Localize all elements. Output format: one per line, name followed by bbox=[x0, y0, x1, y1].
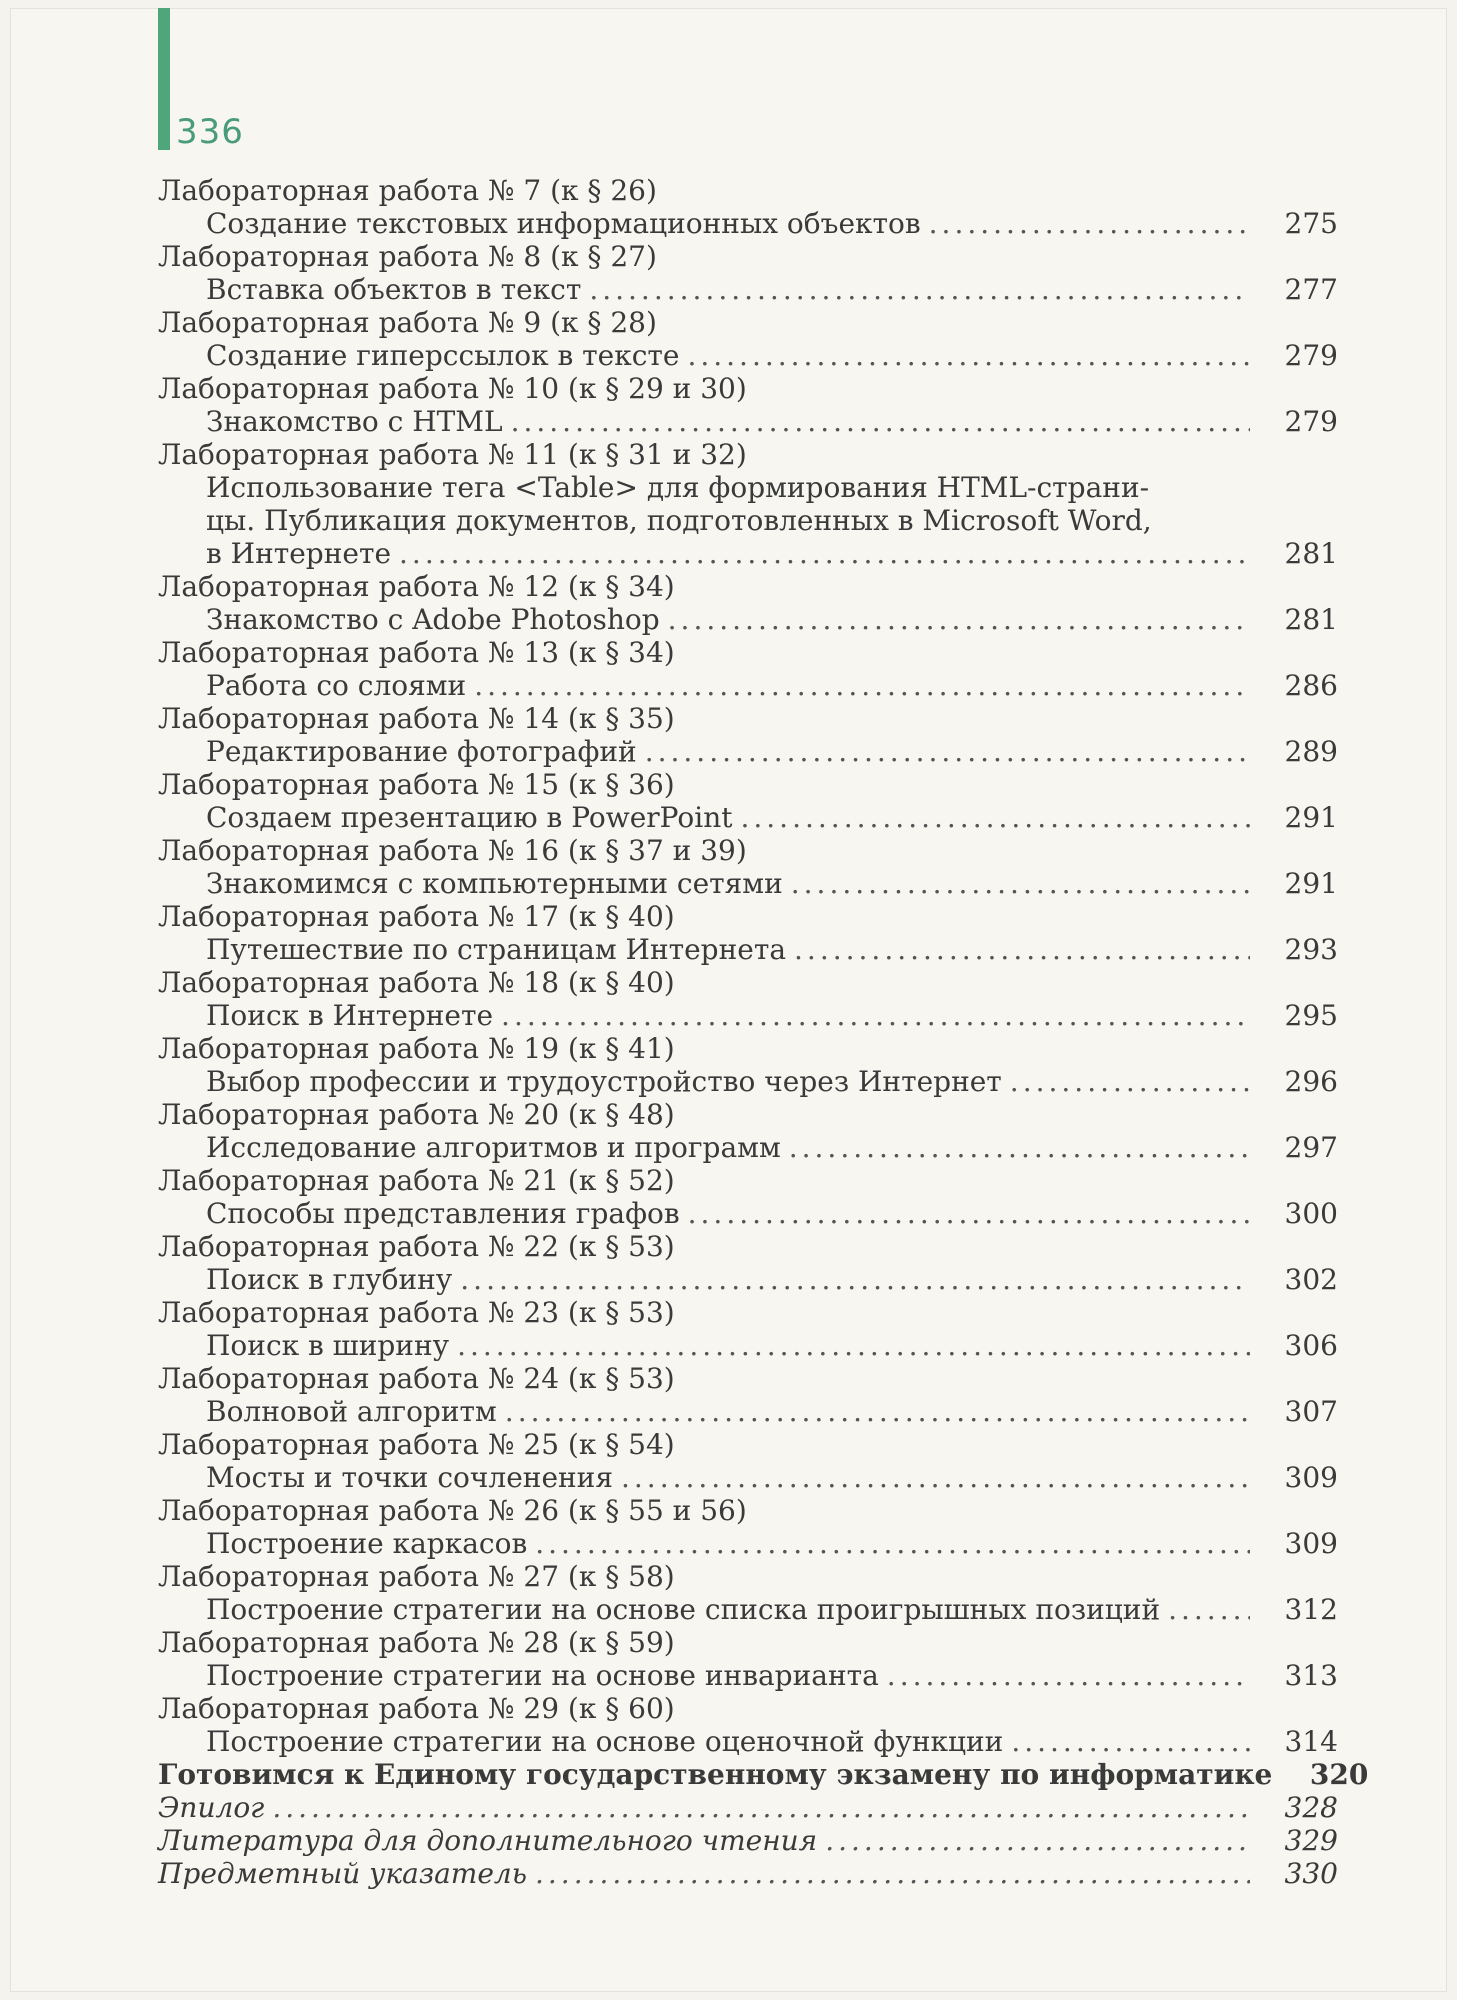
toc-entry[interactable]: Поиск в ширину ..... 306 bbox=[158, 1329, 1338, 1362]
page-ref: 313 bbox=[1284, 1659, 1338, 1692]
page-ref: 281 bbox=[1284, 537, 1338, 570]
dot-leader bbox=[789, 1131, 1250, 1164]
page-ref: 279 bbox=[1284, 339, 1338, 372]
dot-leader bbox=[668, 603, 1250, 636]
page-ref: 314 bbox=[1284, 1725, 1338, 1758]
page-ref: 279 bbox=[1284, 405, 1338, 438]
lab-heading: Лабораторная работа № 26 (к § 55 и 56) bbox=[158, 1494, 747, 1527]
lab-heading: Лабораторная работа № 10 (к § 29 и 30) bbox=[158, 372, 747, 405]
lab-heading: Лабораторная работа № 28 (к § 59) bbox=[158, 1626, 675, 1659]
dot-leader bbox=[929, 207, 1250, 240]
page-ref: 312 bbox=[1284, 1593, 1338, 1626]
dot-leader bbox=[687, 339, 1250, 372]
page-ref: 309 bbox=[1284, 1461, 1338, 1494]
toc-entry[interactable]: Знакомимся с компьютерными сетями ..... 291 bbox=[158, 867, 1338, 900]
page-ref: 330 bbox=[1284, 1857, 1338, 1890]
toc-entry[interactable]: Поиск в Интернете ..... 295 bbox=[158, 999, 1338, 1032]
page-ref: 281 bbox=[1284, 603, 1338, 636]
dot-leader bbox=[794, 933, 1250, 966]
toc-entry[interactable]: Способы представления графов ..... 300 bbox=[158, 1197, 1338, 1230]
page-ref: 289 bbox=[1284, 735, 1338, 768]
toc-entry[interactable]: Создание текстовых информационных объектов ..... 275 bbox=[158, 207, 1338, 240]
lab-heading: Лабораторная работа № 22 (к § 53) bbox=[158, 1230, 675, 1263]
dot-leader bbox=[645, 735, 1250, 768]
page-edge-marker bbox=[158, 8, 170, 150]
dot-leader bbox=[501, 999, 1250, 1032]
dot-leader bbox=[272, 1791, 1250, 1824]
toc-entry[interactable]: Вставка объектов в текст ..... 277 bbox=[158, 273, 1338, 306]
page-number: 336 bbox=[176, 112, 244, 152]
lab-heading: Лабораторная работа № 29 (к § 60) bbox=[158, 1692, 675, 1725]
page-ref: 320 bbox=[1309, 1758, 1369, 1791]
dot-leader bbox=[474, 669, 1250, 702]
lab-heading: Лабораторная работа № 21 (к § 52) bbox=[158, 1164, 675, 1197]
toc-entry[interactable]: Создание гиперссылок в тексте ..... 279 bbox=[158, 339, 1338, 372]
toc-entry[interactable]: Построение каркасов ..... 309 bbox=[158, 1527, 1338, 1560]
lab-heading: Лабораторная работа № 12 (к § 34) bbox=[158, 570, 675, 603]
lab-heading: Лабораторная работа № 11 (к § 31 и 32) bbox=[158, 438, 747, 471]
lab-heading: Лабораторная работа № 23 (к § 53) bbox=[158, 1296, 675, 1329]
lab-heading: Лабораторная работа № 20 (к § 48) bbox=[158, 1098, 675, 1131]
lab-heading: Лабораторная работа № 9 (к § 28) bbox=[158, 306, 657, 339]
toc-entry-literature[interactable]: Литература для дополнительного чтения ..... 329 bbox=[158, 1824, 1338, 1857]
dot-leader bbox=[399, 537, 1250, 570]
dot-leader bbox=[825, 1824, 1250, 1857]
page-ref: 300 bbox=[1284, 1197, 1338, 1230]
page-ref: 286 bbox=[1284, 669, 1338, 702]
page-ref: 302 bbox=[1284, 1263, 1338, 1296]
toc-entry[interactable]: Путешествие по страницам Интернета ..... 293 bbox=[158, 933, 1338, 966]
toc-entry-exam[interactable]: Готовимся к Единому государственному экзамену по информатике 320 bbox=[158, 1758, 1369, 1791]
toc-entry[interactable]: Поиск в глубину ..... 302 bbox=[158, 1263, 1338, 1296]
dot-leader bbox=[1168, 1593, 1250, 1626]
toc-entry[interactable]: Построение стратегии на основе списка проигрышных позиций ..... 312 bbox=[158, 1593, 1338, 1626]
lab-heading: Лабораторная работа № 18 (к § 40) bbox=[158, 966, 675, 999]
dot-leader bbox=[460, 1263, 1250, 1296]
lab-heading: Лабораторная работа № 15 (к § 36) bbox=[158, 768, 675, 801]
dot-leader bbox=[621, 1461, 1250, 1494]
page-ref: 309 bbox=[1284, 1527, 1338, 1560]
page-ref: 275 bbox=[1284, 207, 1338, 240]
page-ref: 296 bbox=[1284, 1065, 1338, 1098]
page-ref: 306 bbox=[1284, 1329, 1338, 1362]
dot-leader bbox=[457, 1329, 1250, 1362]
lab-heading: Лабораторная работа № 8 (к § 27) bbox=[158, 240, 657, 273]
lab-heading: Лабораторная работа № 14 (к § 35) bbox=[158, 702, 675, 735]
page-ref: 297 bbox=[1284, 1131, 1338, 1164]
toc-entry[interactable]: Знакомство с Adobe Photoshop ..... 281 bbox=[158, 603, 1338, 636]
dot-leader bbox=[505, 1395, 1250, 1428]
dot-leader bbox=[887, 1659, 1250, 1692]
lab-heading: Лабораторная работа № 13 (к § 34) bbox=[158, 636, 675, 669]
table-of-contents bbox=[158, 174, 1369, 1890]
dot-leader bbox=[1011, 1725, 1250, 1758]
toc-entry[interactable]: Построение стратегии на основе оценочной функции ..... 314 bbox=[158, 1725, 1338, 1758]
toc-entry-multiline[interactable]: Использование тега <Table> для формирования HTML-страни- цы. Публикация документов, подготовленных в Microsoft Word, в Интернете ..... 281 bbox=[158, 471, 1338, 570]
toc-entry[interactable]: Выбор профессии и трудоустройство через Интернет ..... 296 bbox=[158, 1065, 1338, 1098]
lab-heading: Лабораторная работа № 27 (к § 58) bbox=[158, 1560, 675, 1593]
dot-leader bbox=[740, 801, 1250, 834]
toc-entry-epilog[interactable]: Эпилог ..... 328 bbox=[158, 1791, 1338, 1824]
toc-entry[interactable]: Редактирование фотографий ..... 289 bbox=[158, 735, 1338, 768]
page-ref: 328 bbox=[1284, 1791, 1338, 1824]
page-ref: 277 bbox=[1284, 273, 1338, 306]
toc-entry[interactable]: Мосты и точки сочленения ..... 309 bbox=[158, 1461, 1338, 1494]
dot-leader bbox=[1010, 1065, 1250, 1098]
toc-entry[interactable]: Построение стратегии на основе инварианта ..... 313 bbox=[158, 1659, 1338, 1692]
page-ref: 291 bbox=[1284, 867, 1338, 900]
dot-leader bbox=[535, 1527, 1250, 1560]
lab-heading: Лабораторная работа № 16 (к § 37 и 39) bbox=[158, 834, 747, 867]
dot-leader bbox=[589, 273, 1250, 306]
toc-entry[interactable]: Волновой алгоритм ..... 307 bbox=[158, 1395, 1338, 1428]
lab-heading: Лабораторная работа № 24 (к § 53) bbox=[158, 1362, 675, 1395]
lab-heading: Лабораторная работа № 19 (к § 41) bbox=[158, 1032, 675, 1065]
dot-leader bbox=[791, 867, 1250, 900]
toc-entry[interactable]: Знакомство с HTML ..... 279 bbox=[158, 405, 1338, 438]
page-ref: 329 bbox=[1284, 1824, 1338, 1857]
lab-heading: Лабораторная работа № 25 (к § 54) bbox=[158, 1428, 675, 1461]
dot-leader bbox=[535, 1857, 1250, 1890]
lab-heading: Лабораторная работа № 17 (к § 40) bbox=[158, 900, 675, 933]
toc-entry[interactable]: Исследование алгоритмов и программ ..... 297 bbox=[158, 1131, 1338, 1164]
page-ref: 291 bbox=[1284, 801, 1338, 834]
toc-entry[interactable]: Создаем презентацию в PowerPoint ..... 291 bbox=[158, 801, 1338, 834]
lab-heading: Лабораторная работа № 7 (к § 26) bbox=[158, 174, 657, 207]
dot-leader bbox=[511, 405, 1250, 438]
page-ref: 307 bbox=[1284, 1395, 1338, 1428]
dot-leader bbox=[688, 1197, 1250, 1230]
page-ref: 293 bbox=[1284, 933, 1338, 966]
toc-entry[interactable]: Работа со слоями ..... 286 bbox=[158, 669, 1338, 702]
toc-entry-index[interactable]: Предметный указатель ..... 330 bbox=[158, 1857, 1338, 1890]
page-ref: 295 bbox=[1284, 999, 1338, 1032]
